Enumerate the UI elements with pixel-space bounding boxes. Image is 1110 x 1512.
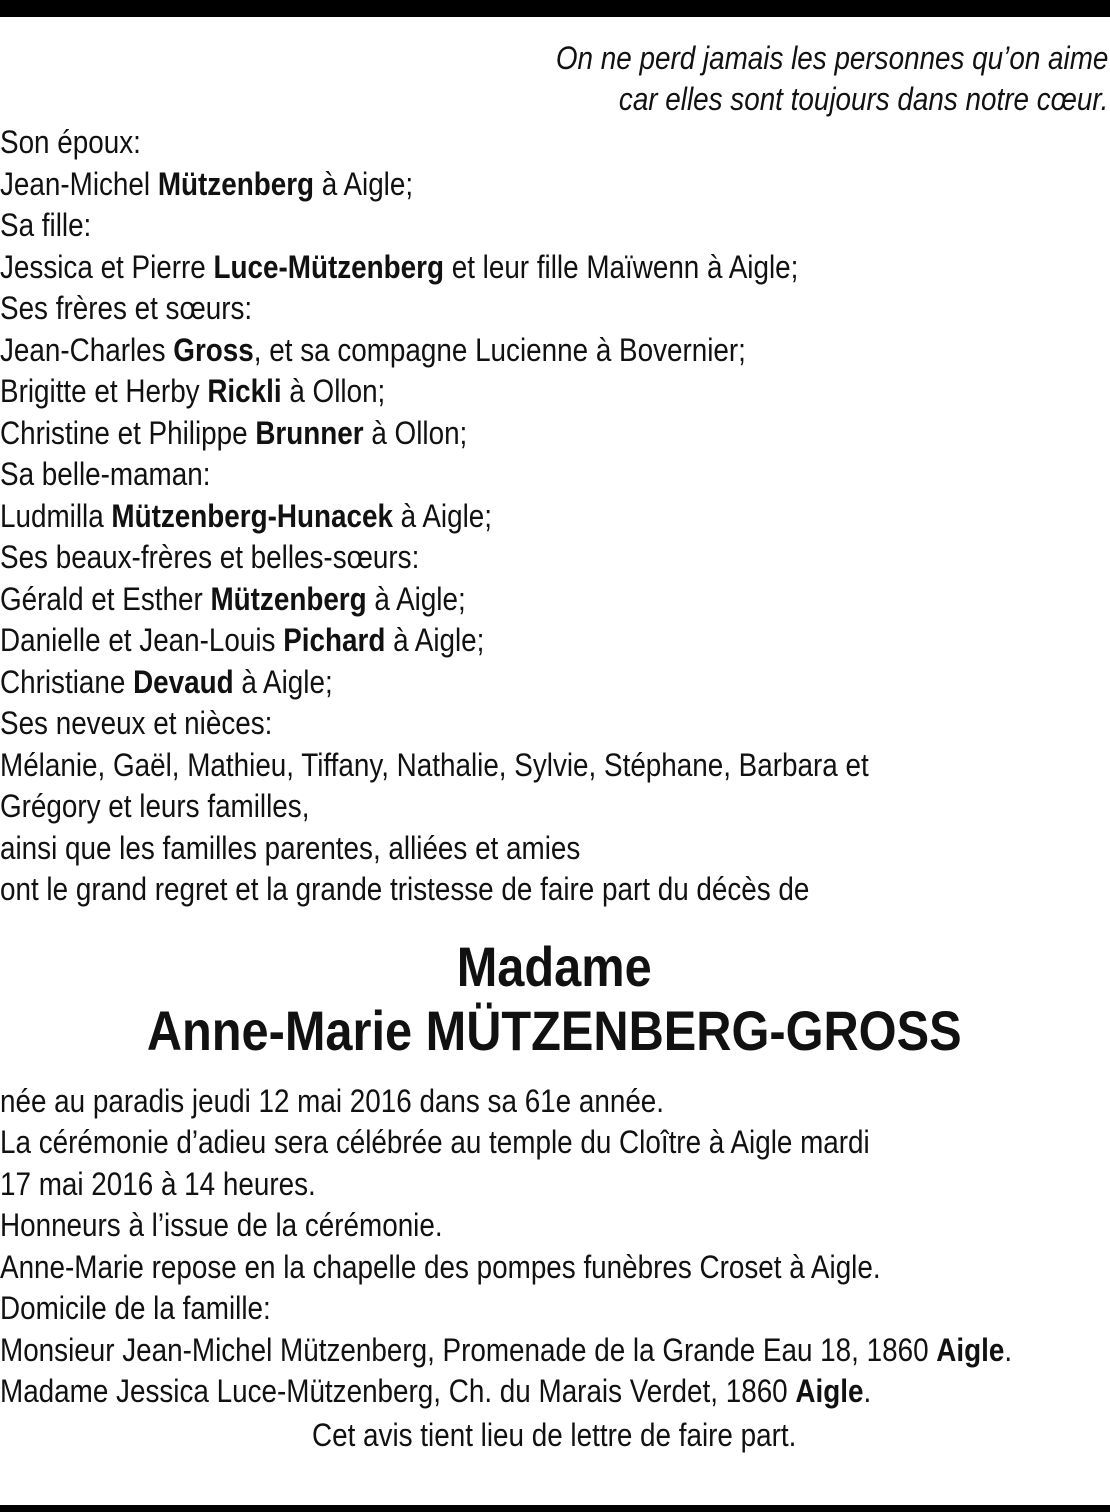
- family-line-surname: Rickli: [207, 373, 282, 409]
- family-line-text: et leur fille Maïwenn à Aigle;: [443, 248, 799, 285]
- detail-line-text: Madame Jessica Luce-Mützenberg, Ch. du Marais Verdet, 1860: [0, 1373, 796, 1409]
- epigraph-line: car elles sont toujours dans notre cœur.: [618, 81, 1109, 117]
- ceremony-details: [0, 1081, 1108, 1413]
- family-line-text: Ludmilla: [0, 497, 112, 534]
- family-line: [0, 620, 1108, 662]
- family-line: [0, 288, 1108, 330]
- family-line: [0, 786, 1108, 828]
- deceased-name: Anne-Marie MÜTZENBERG-GROSS: [146, 998, 962, 1062]
- family-line-text: à Aigle;: [366, 580, 466, 617]
- family-line: [0, 122, 1108, 164]
- family-line-text: Mélanie, Gaël, Mathieu, Tiffany, Nathalie, Sylvie, Stéphane, Barbara et: [0, 746, 869, 783]
- family-line-text: ainsi que les familles parentes, alliées et amies: [0, 829, 581, 866]
- family-line: [0, 247, 1108, 289]
- family-line-text: à Ollon;: [363, 414, 468, 451]
- family-line-surname: Brunner: [255, 414, 364, 451]
- deceased-name-block: [0, 935, 1108, 1063]
- detail-line-text: née au paradis jeudi 12 mai 2016 dans sa 61e année.: [0, 1082, 665, 1119]
- family-line: [0, 662, 1108, 704]
- family-line: [0, 745, 1108, 787]
- detail-line-text: Monsieur Jean-Michel Mützenberg, Promenade de la Grande Eau 18, 1860: [0, 1331, 937, 1368]
- deceased-honorific: Madame: [456, 934, 652, 998]
- family-line-text: Son époux:: [0, 124, 141, 160]
- detail-line-surname: Aigle: [795, 1373, 864, 1409]
- family-line-text: à Aigle;: [314, 165, 414, 202]
- detail-line: [0, 1371, 1108, 1413]
- family-line: [0, 413, 1108, 455]
- family-line: [0, 703, 1108, 745]
- family-line: [0, 371, 1108, 413]
- family-line: [0, 537, 1108, 579]
- family-line-text: Gérald et Esther: [0, 580, 211, 617]
- family-line: [0, 330, 1108, 372]
- family-line-text: à Aigle;: [385, 622, 485, 658]
- detail-line-text: Anne-Marie repose en la chapelle des pompes funèbres Croset à Aigle.: [0, 1248, 881, 1285]
- family-line-text: Jean-Michel: [0, 165, 158, 202]
- family-line-surname: Pichard: [283, 622, 386, 658]
- family-line: [0, 579, 1108, 621]
- family-line-surname: Luce-Mützenberg: [213, 248, 444, 285]
- family-line-text: Christine et Philippe: [0, 414, 256, 451]
- family-line-surname: Mützenberg: [157, 165, 315, 202]
- bottom-rule: [0, 1505, 1110, 1512]
- family-line: [0, 869, 1108, 911]
- top-rule: [0, 0, 1110, 17]
- family-line-text: Jessica et Pierre: [0, 248, 214, 285]
- family-line-text: Ses frères et sœurs:: [0, 290, 253, 326]
- detail-line: [0, 1164, 1108, 1206]
- detail-line-text: .: [863, 1373, 872, 1409]
- family-line: [0, 164, 1108, 206]
- family-line-text: , et sa compagne Lucienne à Bovernier;: [253, 331, 746, 368]
- family-line-text: Ses neveux et nièces:: [0, 705, 273, 741]
- family-line-text: ont le grand regret et la grande tristesse de faire part du décès de: [0, 871, 810, 907]
- family-line-surname: Gross: [173, 331, 254, 368]
- detail-line: [0, 1122, 1108, 1164]
- family-line-text: Brigitte et Herby: [0, 373, 208, 409]
- detail-line-text: La cérémonie d’adieu sera célébrée au temple du Cloître à Aigle mardi: [0, 1124, 870, 1160]
- detail-line-text: 17 mai 2016 à 14 heures.: [0, 1165, 316, 1202]
- family-list: [0, 122, 1108, 911]
- family-line-text: à Aigle;: [392, 497, 492, 534]
- detail-line: [0, 1330, 1108, 1372]
- family-line-text: à Aigle;: [233, 663, 333, 700]
- family-line-text: Danielle et Jean-Louis: [0, 622, 284, 658]
- family-line-surname: Devaud: [133, 663, 234, 700]
- family-line-surname: Mützenberg-Hunacek: [111, 497, 393, 534]
- family-line: [0, 828, 1108, 870]
- family-line-text: Grégory et leurs familles,: [0, 788, 310, 824]
- detail-line-surname: Aigle: [936, 1331, 1005, 1368]
- detail-line: [0, 1081, 1108, 1123]
- detail-line-text: Honneurs à l’issue de la cérémonie.: [0, 1207, 443, 1243]
- obituary-notice: [0, 38, 1108, 1456]
- detail-line-text: .: [1004, 1331, 1013, 1368]
- closing-line: Cet avis tient lieu de lettre de faire part.: [312, 1416, 797, 1453]
- epigraph-line: On ne perd jamais les personnes qu’on aime: [555, 40, 1109, 76]
- family-line-text: à Ollon;: [281, 373, 386, 409]
- family-line-text: Jean-Charles: [0, 331, 174, 368]
- detail-line: [0, 1247, 1108, 1289]
- family-line-text: Sa belle-maman:: [0, 456, 211, 492]
- family-line-text: Ses beaux-frères et belles-sœurs:: [0, 539, 420, 575]
- family-line-surname: Mützenberg: [210, 580, 367, 617]
- family-line-text: Christiane: [0, 663, 134, 700]
- detail-line-text: Domicile de la famille:: [0, 1290, 271, 1326]
- family-line: [0, 205, 1108, 247]
- epigraph: [0, 38, 1108, 120]
- family-line: [0, 496, 1108, 538]
- detail-line: [0, 1288, 1108, 1330]
- family-line-text: Sa fille:: [0, 207, 92, 243]
- family-line: [0, 454, 1108, 496]
- detail-line: [0, 1205, 1108, 1247]
